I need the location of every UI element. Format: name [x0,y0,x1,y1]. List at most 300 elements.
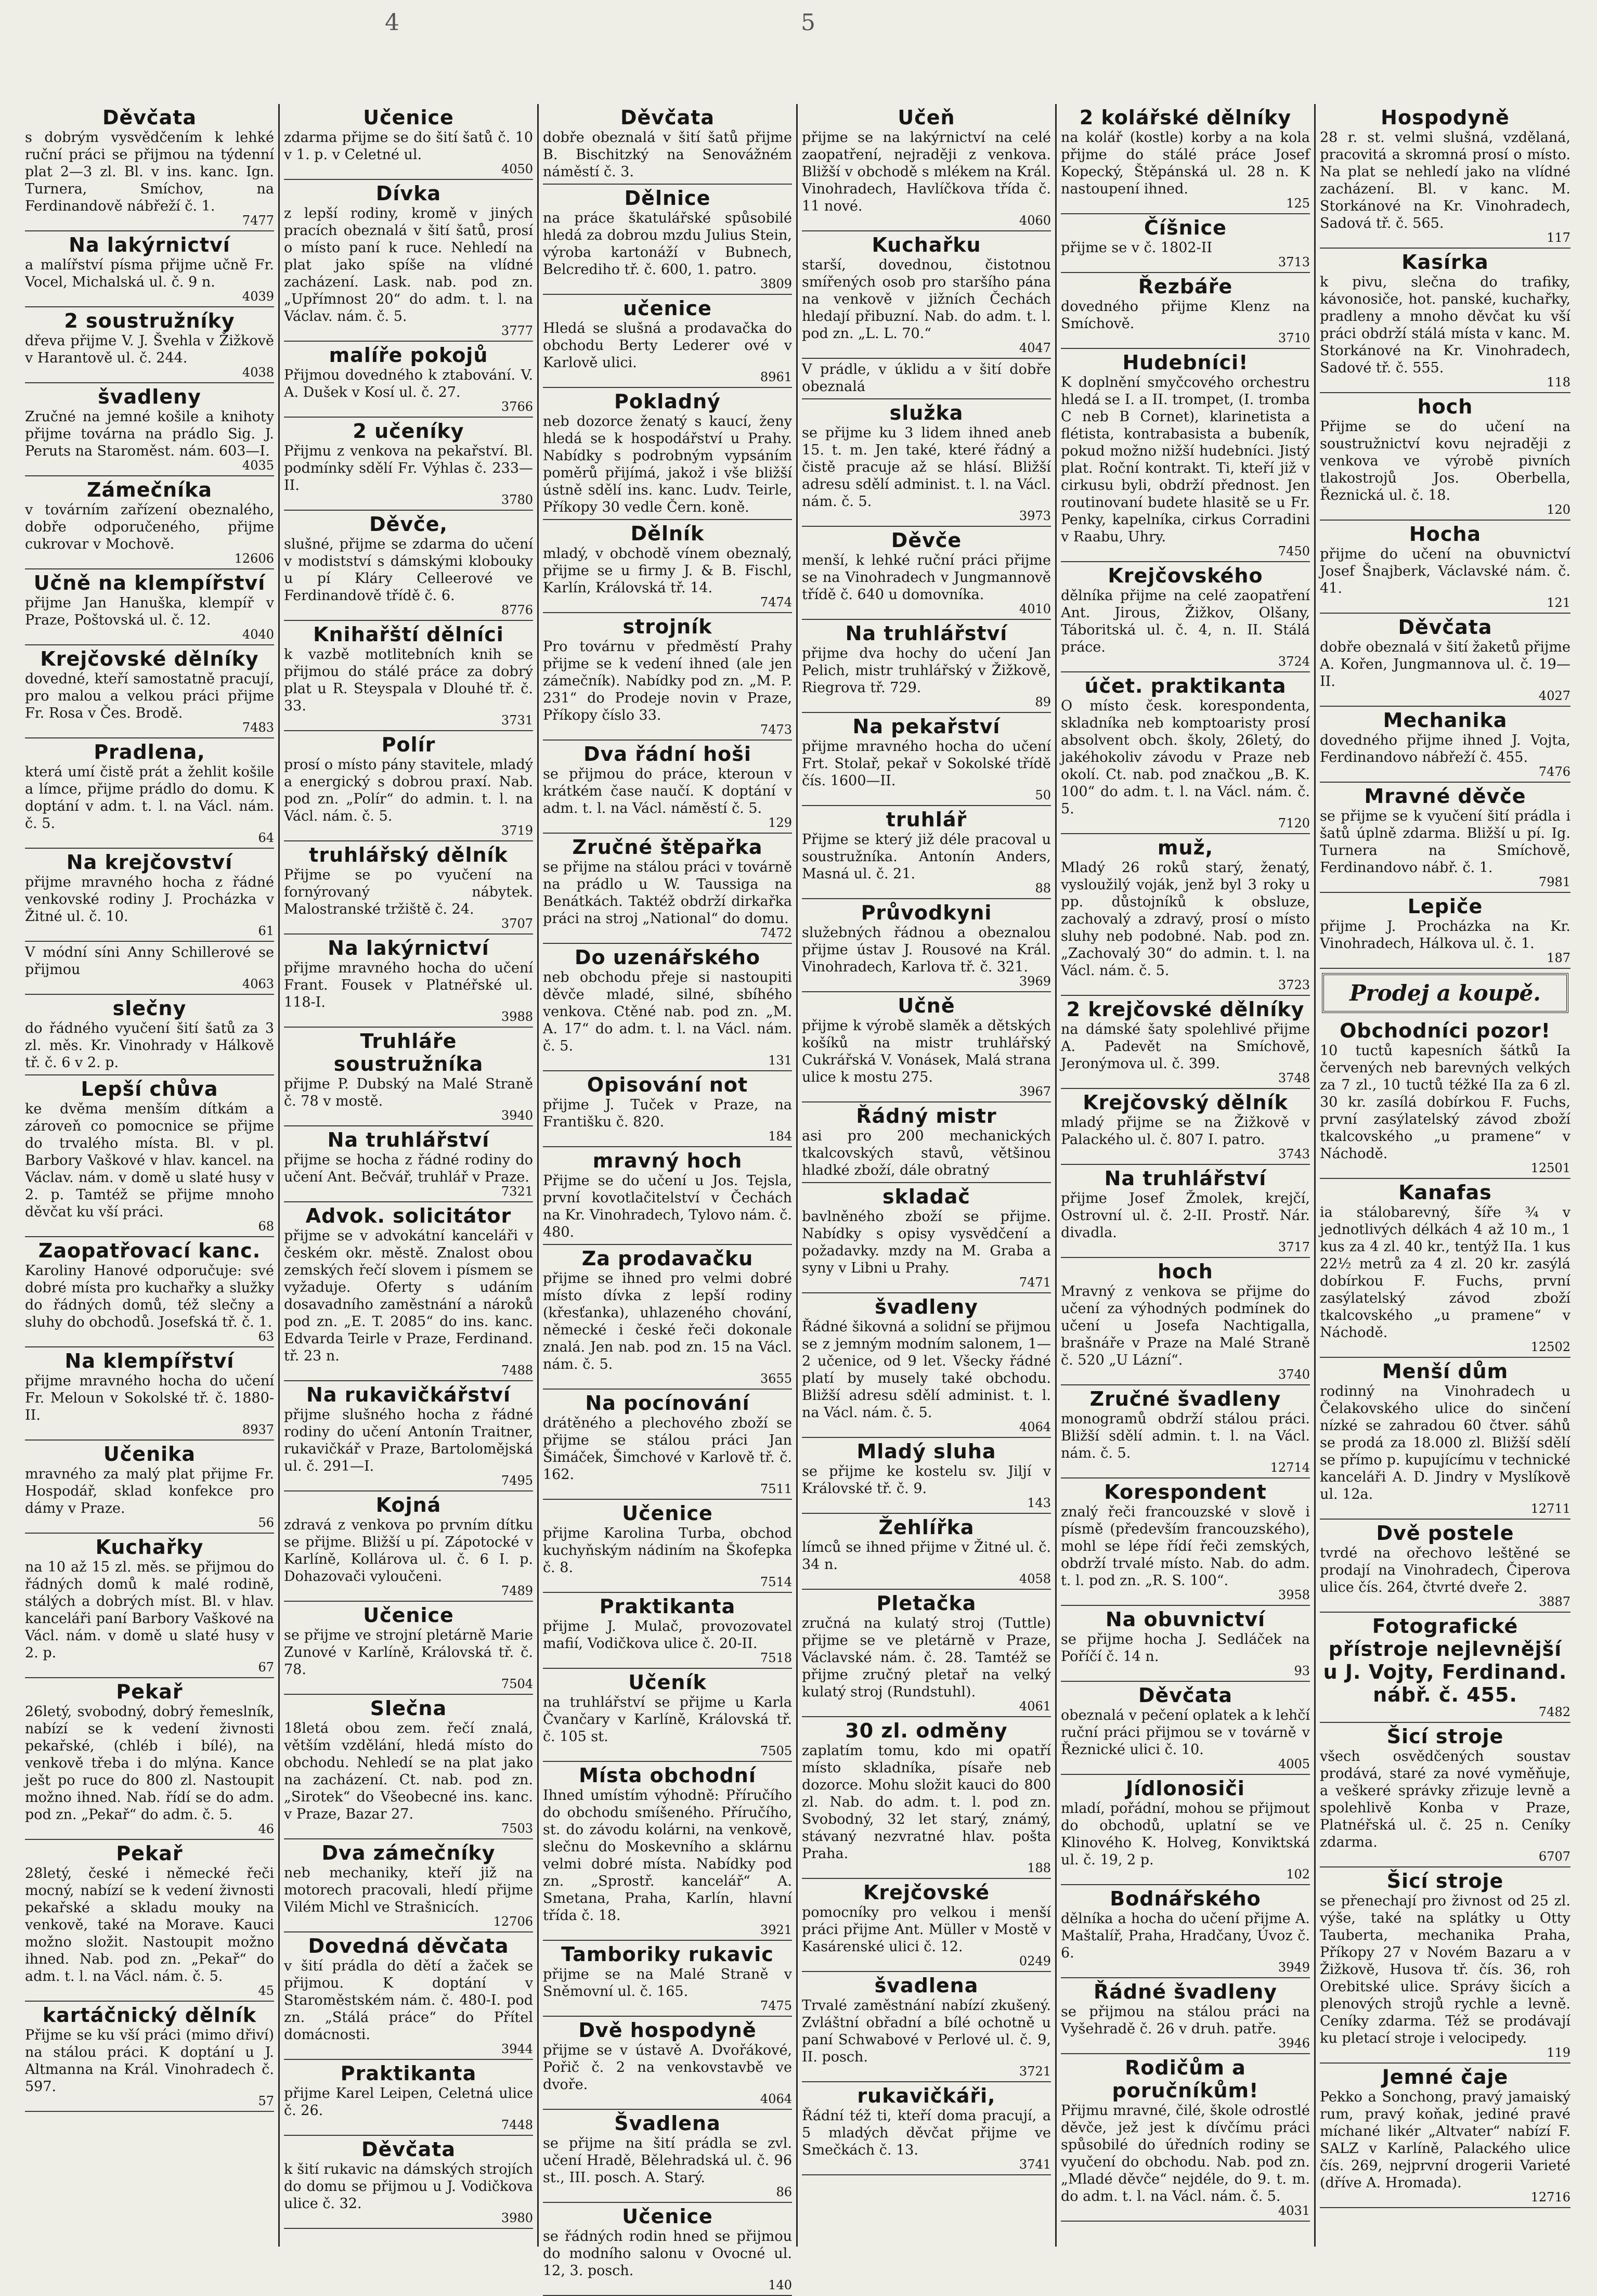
ad-heading: hoch [1417,395,1473,418]
classified-ad [284,1695,533,1839]
column-3 [539,104,798,2292]
ad-number: 4031 [1278,2203,1310,2218]
classified-ad [1061,1258,1310,1385]
classified-ad [25,383,274,476]
ad-number: 46 [258,1822,274,1836]
ad-heading: Na krejčovství [66,851,233,874]
ad-body: O místo česk. korespondenta, skladníka neb komptoaristy prosí absolvent obch. školy, 26letý, do jakéhokoliv závodu v Praze neb okolí. Ct. nab. pod značkou „B. K. 100“ do adm. t. l. na Václ. nám. č. 5. [1061,698,1310,817]
ad-heading: Za prodavačku [581,1247,754,1270]
classified-ad [802,1717,1051,1879]
ad-body: Přijme se po vyučení na fornýrovaný nábytek. Malostranské tržiště č. 24. [284,867,533,917]
classified-ad [25,1441,274,1534]
classified-ad [1061,1978,1310,2054]
classified-ad [1320,783,1570,893]
ad-heading: Zručné štěpařka [572,836,763,859]
ad-heading: Pekař [116,1842,183,1865]
ad-number: 4039 [242,289,274,304]
ad-body: se přenechají pro živnost od 25 zl. výše, také na splátky u Otty Tauberta, mechanika Praha, Příkopy 27 v Novém Bazaru a v Žižkově, Husova tř. čís. 36, roh Orebitské ulice. Správy šicích a plenových strojů rychle a levně. Ceníky zdarma. Též se prodávají ku pletací stroje i velocipedy. [1320,1893,1570,2046]
ad-body: 28letý, české i německé řeči mocný, nabízí se k vedení živnosti pekařské a skladu mouky na venkově, také na Morave. Kauci možno složit. Nastoupit možno ihned. Nab. pod zn. „Pekař“ do adm. t. l. na Václ. nám. č. 5. [25,1865,274,1984]
ad-number: 63 [258,1329,274,1344]
classified-ad [284,2060,533,2136]
ad-heading: 2 kolářské dělníky [1079,106,1292,129]
ad-body: přijme J. Procházka na Kr. Vinohradech, Hálkova ul. č. 1. [1320,918,1570,952]
classified-ad [543,1071,792,1147]
classified-ad [25,645,274,738]
classified-ad [802,713,1051,806]
ad-number: 50 [1035,788,1051,802]
ad-number: 12716 [1530,2190,1570,2204]
ad-heading: 2 soustružníky [64,309,235,332]
ad-body: neb mechaniky, kteří již na motorech pracovali, hledí přijme Vilém Michl ve Strašnicích. [284,1865,533,1915]
ad-number: 89 [1035,695,1051,709]
ad-heading: Dvě hospodyně [578,2019,757,2042]
page-mark: 4 [385,9,399,36]
ad-heading: Na lakýrnictví [328,937,489,959]
classified-ad [543,2017,792,2110]
ad-heading: Děvčata [361,2138,456,2161]
ad-body: znalý řeči francouzské v slově i písmě (především francouzského), mohl se lépe řídí řeči zemských, obdrží trvalé místo. Nab. do adm. t. l. pod zn. „R. S. 100“. [1061,1504,1310,1589]
ad-body: V módní síni Anny Schillerové se přijmou [25,944,274,978]
ad-body: přijme Josef Žmolek, krejčí, Ostrovní ul. č. 2-II. Prostř. Nár. divadla. [1061,1190,1310,1241]
classified-ad [284,1839,533,1932]
classified-ad [1320,2064,1570,2208]
ad-body: límců se ihned přijme v Žitné ul. č. 34 n. [802,1539,1051,1573]
classified-ad [25,1075,274,1237]
ad-number: 3988 [501,1009,533,1024]
classified-ad [25,104,274,231]
classified-ad [1320,521,1570,614]
ad-heading: Na klempířství [64,1350,235,1372]
ad-heading: Zručné švadleny [1089,1387,1281,1410]
ad-body: mladý přijme se na Žižkově v Palackého ul. č. 807 I. patro. [1061,1114,1310,1148]
ad-number: 7476 [1538,764,1570,779]
ad-number: 3777 [501,323,533,338]
ad-number: 7504 [501,1677,533,1691]
ad-body: a malířství písma přijme učně Fr. Vocel, Michalská ul. č. 9 n. [25,257,274,290]
ad-body: do řádného vyučení šití šatů za 3 zl. měs. Kr. Vinohrady v Hálkově tř. č. 6 v 2. p. [25,1020,274,1071]
classified-ad [1061,2054,1310,2222]
ad-body: přijme se ihned pro velmi dobré místo dívka z lepší rodiny (křesťanka), uhlazeného chování, německé i české řeči dokonale znalá. Jen nab. pod zn. 15 na Václ. nám. č. 5. [543,1270,792,1372]
ad-heading: Učně na klempířství [33,572,266,594]
ad-heading: Jemné čaje [1382,2066,1509,2089]
ad-body: prosí o místo pány stavitele, mladý a energický s dobrou praxí. Nab. pod zn. „Polír“ do admin. t. l. na Václ. nám. č. 5. [284,757,533,824]
ad-body: Ihned umístím výhodně: Příručího do obchodu smíšeného. Příručího, st. do závodu kolárni, na venkově, slečnu do Moskevního a sklárnu velmi dobré místa. Nabídky pod zn. „Sprostř. kancelář“ A. Smetana, Praha, Karlín, hlavní třída č. 18. [543,1787,792,1924]
ad-body: asi pro 200 mechanických tkalcovských stavů, většinou hladké zboží, dále obratný [802,1128,1051,1178]
classified-ad [802,1438,1051,1514]
ad-number: 3809 [760,277,792,291]
ad-heading: Učenice [363,106,454,129]
ad-heading: Truhláře soustružníka [333,1030,484,1075]
ad-body: přijme se v advokátní kanceláři v českém okr. městě. Znalost obou zemských řečí slovem i písmem se vyžaduje. Oferty s udáním dosavadního zaměstnání a nároků pod zn. „E. T. 2085“ do ins. kanc. Edvarda Teirle v Praze, Ferdinand. tř. 23 n. [284,1228,533,1364]
ad-heading: Na lakýrnictví [69,234,230,256]
ad-body: 18letá obou zem. řečí znalá, větším vzdělání, hledá místo do obchodu. Nehledí se na plat jako na zacházení. Ct. nab. pod zn. „Sirotek“ do Všeobecné ins. kanc. v Praze, Bazar 27. [284,1720,533,1822]
ad-number: 67 [258,1660,274,1675]
ad-heading: Učenice [622,2205,713,2228]
ad-body: na dámské šaty spolehlivé přijme A. Padevět na Smíchově, Jeronýmova ul. č. 399. [1061,1021,1310,1072]
classified-ad [25,476,274,569]
classified-ad [1061,1385,1310,1478]
ad-heading: 30 zl. odměny [845,1719,1008,1742]
classified-ad [802,1590,1051,1717]
ad-number: 3731 [501,713,533,728]
ad-number: 4035 [242,458,274,473]
classified-ad [284,418,533,511]
ad-heading: účet. praktikanta [1084,674,1287,697]
ad-body: Přijme se ku vší práci (mimo dřiví) na stálou práci. K doptání u J. Altmanna na Král. Vinohradech č. 597. [25,2027,274,2095]
classified-ad [543,388,792,520]
ad-body: mladí, pořádní, mohou se přijmout do obchodů, uplatní se ve Klinového K. Holveg, Konviktská ul. č. 19, 2 p. [1061,1800,1310,1868]
ad-number: 140 [768,2278,792,2292]
classified-ad [802,2082,1051,2175]
classified-ad [1061,1682,1310,1775]
classified-ad [284,1381,533,1491]
ad-heading: Dva řádní hoši [583,743,751,766]
classified-ad [25,849,274,942]
ad-body: tvrdé na ořechovo leštěné se prodají na Vinohradech, Čiperova ulice čís. 264, čtvrté dveře 2. [1320,1545,1570,1595]
ad-body: přijme Karel Leipen, Celetná ulice č. 26. [284,2085,533,2119]
ad-body: mravného za malý plat přijme Fr. Hospodář, sklad konfekce pro dámy v Praze. [25,1466,274,1516]
classified-ad [25,231,274,307]
ad-body: Zručné na jemné košile a knihoty přijme továrna na prádlo Sig. J. Peruts na Staroměst. nám. 603—I. [25,409,274,459]
ad-number: 4038 [242,365,274,380]
ad-number: 61 [258,924,274,938]
ad-heading: Dvě postele [1376,1522,1514,1545]
classified-ad [284,841,533,935]
ad-body: Hledá se slušná a prodavačka do obchodu Berty Lederer ové v Karlově ulici. [543,320,792,371]
classified-ad [1320,614,1570,707]
ad-heading: Žehlířka [878,1516,975,1539]
classified-ad [543,1500,792,1593]
ad-number: 4027 [1538,689,1570,703]
ad-number: 7514 [760,1575,792,1589]
classified-ad [1061,104,1310,214]
ad-heading: Bodnářského [1110,1887,1261,1910]
classified-ad [284,342,533,418]
classified-ad [543,1147,792,1245]
ad-body: V prádle, v úklidu a v šití dobře obeznalá [802,361,1051,395]
ad-number: 7495 [501,1473,533,1488]
ad-body: Přijme se který již déle pracoval u soustružníka. Antonín Anders, Masná ul. č. 21. [802,832,1051,882]
ad-body: neb dozorce ženatý s kaucí, ženy hledá se k hospodářství u Prahy. Nabídky s podrobným vypsáním poměrů přijímá, jakož i vše bližší ústně sdělí ins. kanc. Ludv. Teirle, Příkopy 30 vedle Čern. koně. [543,413,792,515]
ad-body: zdarma přijme se do šití šatů č. 10 v 1. p. v Celetné ul. [284,129,533,163]
ad-heading: Dovedná děvčata [308,1935,509,1957]
ad-body: která umí čistě prát a žehlit košile a límce, přijme prádlo do domu. K doptání v adm. t. l. na Václ. nám. č. 5. [25,764,274,832]
ad-body: se přijme se k vyučení šití prádla i šatů úplně zdarma. Bližší u pí. Ig. Turnera na Smíchově, Ferdinandovo nábř. č. 1. [1320,808,1570,876]
ad-body: přijme J. Mulač, provozovatel mafií, Vodičkova ulice č. 20-II. [543,1618,792,1652]
page-mark: 5 [801,9,815,36]
classified-ad [802,1102,1051,1183]
classified-ad [25,569,274,645]
ad-body: přijme slušného hocha z řádné rodiny do učení Antonín Traitner, rukavičkář v Praze, Bartolomějská ul. č. 291—I. [284,1407,533,1474]
ad-heading: Hospodyně [1381,106,1510,129]
classified-ad [543,834,792,944]
ad-heading: Krejčovské [863,1881,990,1904]
ad-body: Přijmu z venkova na pekařství. Bl. podmínky sdělí Fr. Výhlas č. 233—II. [284,443,533,494]
classified-ad [802,359,1051,399]
ad-heading: Dělnice [624,187,711,210]
classified-ad [802,527,1051,620]
classified-ad [25,1840,274,2002]
classified-ad [543,1245,792,1390]
ad-body: dovedné, kteří samostatně pracují, pro malou a velkou práci přijme Fr. Rosa v Čes. Brodě. [25,671,274,721]
ad-number: 3766 [501,399,533,414]
ad-body: Řádné šikovná a solidní se přijmou se z jemným modním salonem, 1—2 učenice, od 9 let. Všecky řádné platí by musely také obchodu. Bližší adresu sdělí administ. t. l. na Václ. nám. č. 5. [802,1319,1051,1421]
ad-body: přijme J. Tuček v Praze, na Františku č. 820. [543,1097,792,1130]
ad-heading: truhlář [886,808,967,831]
classified-ad [543,2203,792,2296]
ad-body: s dobrým vysvědčením k lehké ruční práci se přijmou na týdenní plat 2—3 zl. Bl. v ins. kanc. Ign. Turnera, Smíchov, na Ferdinandově nábřeží č. 1. [25,129,274,214]
ad-number: 56 [258,1515,274,1530]
ad-body: dovedného přijme ihned J. Vojta, Ferdinandovo nábřeží č. 455. [1320,732,1570,766]
classified-ad [1061,562,1310,672]
ad-number: 3707 [501,916,533,931]
ad-body: mladý, v obchodě vínem obeznalý, přijme se u firmy J. & B. Fischl, Karlín, Královská tř. 14. [543,546,792,596]
ad-body: dřeva přijme V. J. Švehla v Žižkově v Harantově ul. č. 244. [25,333,274,366]
ad-number: 3980 [501,2211,533,2225]
ad-number: 102 [1286,1867,1310,1882]
ad-body: přijme se na Malé Straně v Sněmovní ul. č. 165. [543,1966,792,2000]
ad-number: 7518 [760,1651,792,1665]
ad-heading: Rodičům a poručníkům! [1112,2056,1259,2102]
ad-number: 184 [768,1129,792,1144]
ad-heading: Praktikanta [599,1595,736,1618]
classified-ad [1320,1520,1570,1613]
ad-number: 7981 [1538,875,1570,889]
ad-body: na 10 až 15 zl. měs. se přijmou do řádných domů k malé rodině, stálých a dobrých míst. Bl. v hlav. kanceláři paní Barbory Vaškové na Václ. nám. v domě u slaté husy v 2. p. [25,1559,274,1661]
ad-heading: Šicí stroje [1386,1870,1504,1892]
ad-number: 4050 [501,162,533,176]
ad-body: přijme mravného hocha z řádné venkovské rodiny J. Procházka v Žitné ul. č. 10. [25,874,274,925]
ad-body: v továrním zařízení obeznalého, dobře odporučeného, přijme cukrovar v Mochově. [25,502,274,552]
ad-heading: Učeň [898,106,955,129]
ad-heading: Děvčata [620,106,715,129]
ad-heading: Na pocínování [585,1392,750,1415]
classified-ad [284,731,533,841]
classified-columns [21,104,1576,2292]
ad-heading: Místa obchodní [579,1764,756,1787]
ad-heading: Praktikanta [340,2062,477,2085]
classified-ad [802,1972,1051,2082]
ad-number: 3780 [501,492,533,507]
ad-number: 3724 [1278,654,1310,669]
ad-number: 8961 [760,370,792,384]
ad-number: 3887 [1538,1594,1570,1609]
ad-heading: Dívka [375,182,442,205]
ad-number: 3973 [1019,509,1051,523]
ad-number: 7482 [1538,1705,1570,1719]
ad-heading: Děvčata [1398,616,1492,639]
ad-number: 7471 [1019,1275,1051,1290]
ad-number: 3717 [1278,1240,1310,1254]
ad-heading: strojník [622,615,712,638]
ad-heading: Kasírka [1401,251,1489,274]
ad-body: k pivu, slečna do trafiky, kávonosiče, hot. panské, kuchařky, pradleny a mnoho děvčat ku vší práci obdrží stálá místa v kanc. M. Storkánové na Kr. Vinohradech, Sadové tř. č. 555. [1320,274,1570,376]
ad-body: 28 r. st. velmi slušná, vzdělaná, pracovitá a skromná prosí o místo. Na plat se nehledí jako na vlídné zacházení. Bl. v kanc. M. Storkánové na Kr. Vinohradech, Sadová tř. č. 565. [1320,129,1570,231]
ad-heading: Slečna [370,1697,447,1720]
ad-number: 12711 [1530,1501,1570,1516]
ad-heading: Pletačka [876,1592,977,1615]
ad-number: 7472 [760,926,792,940]
classified-ad [284,1932,533,2060]
ad-number: 88 [1035,881,1051,896]
ad-heading: Pekař [116,1680,183,1703]
ad-heading: Na truhlářství [845,622,1008,645]
ad-number: 4064 [1019,1420,1051,1434]
ad-heading: švadleny [98,385,201,408]
ad-number: 187 [1547,951,1570,965]
ad-body: Přijmou dovedného k ztabování. V. A. Dušek v Kosí ul. č. 27. [284,367,533,400]
ad-heading: Hocha [1409,523,1482,546]
classified-ad [1061,996,1310,1089]
classified-ad [1061,349,1310,562]
classified-ad [1320,1358,1570,1520]
classified-ad [1320,893,1570,969]
classified-ad [284,621,533,731]
ad-body: K doplnění smyčcového orchestru hledá se I. a II. trompet, (I. tromba C neb B Cornet), klarinetista a flétista, kontrabasista a bubeník, pokud možno nižší hudebníci. Jistý plat. Roční kontrakt. Ti, kteří již v cirkusu byli, obdrží přednost. Jen routinovaní budete hlasitě se u Fr. Penky, kapelníka, cirkus Corradini v Raabu, Uhry. [1061,374,1310,545]
ad-heading: rukavičkáři, [857,2084,996,2107]
ad-body: se přijme na šití prádla se zvl. učení Hradě, Bělehradská ul. č. 96 st., III. posch. A. Starý. [543,2135,792,2186]
classified-ad [284,2136,533,2229]
ad-number: 3743 [1278,1147,1310,1161]
classified-ad [802,899,1051,992]
ad-heading: Jídlonosiči [1126,1777,1245,1800]
ad-body: Trvalé zaměstnání nabízí zkušený. Zvláštní obřadní a bílé ochotně u paní Schwabové v Perlové ul. č. 9, II. posch. [802,1997,1051,2065]
ad-number: 8776 [501,603,533,617]
classified-ad [543,1669,792,1762]
ad-number: 3741 [1019,2157,1051,2172]
ad-body: se přijme na stálou práci v továrně na prádlo u W. Taussiga na Benátkách. Taktéž obdrží dirkařka práci na stroj „National“ do domu. [543,859,792,927]
ad-number: 3944 [501,2042,533,2056]
ad-number: 7488 [501,1363,533,1378]
ad-number: 4064 [760,2092,792,2106]
ad-heading: švadleny [875,1295,978,1318]
ad-body: přijme Jan Hanuška, klempíř v Praze, Poštovská ul. č. 12. [25,595,274,628]
section-box [1322,973,1568,1013]
classified-ad [25,1678,274,1840]
ad-body: k šití rukavic na dámských strojích do domu se přijmou u J. Vodičkova ulice č. 32. [284,2161,533,2212]
ad-heading: Průvodkyni [861,901,992,924]
ad-body: přijme dva hochy do učení Jan Pelich, mistr truhlářský v Žižkově, Riegrova tř. 729. [802,645,1051,696]
ad-number: 12714 [1270,1460,1310,1475]
classified-ad [25,942,274,995]
ad-body: se přijme ve strojní pletárně Marie Zunové v Karlíně, Královská tř. č. 78. [284,1627,533,1678]
ad-heading: Děvče [891,529,962,552]
ad-number: 7511 [760,1482,792,1496]
ad-number: 6707 [1538,1849,1570,1864]
classified-ad [25,1534,274,1678]
ad-body: všech osvědčených soustav prodává, staré za nové vyměňuje, a veškeré správky zřizuje levně a spolehlivě Konba v Praze, Platnéřská ul. č. 25 n. Ceníky zdarma. [1320,1748,1570,1850]
classified-ad [1320,1179,1570,1358]
ad-heading: učenice [623,297,712,320]
ad-body: zdravá z venkova po prvním dítku se přijme. Bližší u pí. Zápotocké v Karlíně, Kollárova ul. č. 6 I. p. Dohazovači vyloučeni. [284,1517,533,1585]
classified-ad [543,185,792,295]
ad-heading: Pokladný [614,390,721,413]
classified-ad [543,2110,792,2203]
ad-body: dělníka přijme na celé zaopatření Ant. Jirous, Žižkov, Olšany, Táboritská ul. č. 4, n. II. Stálá práce. [1061,588,1310,655]
ad-body: přijme Karolina Turba, obchod kuchyňským nádiním na Škofepka č. 8. [543,1525,792,1576]
classified-ad [25,738,274,849]
ad-number: 7120 [1278,816,1310,831]
ad-heading: Švadlena [614,2112,721,2135]
ad-heading: Fotografické přístroje nejlevnější u J. Vojty, Ferdinand. nábř. č. 455. [1323,1615,1567,1706]
ad-body: Přijme se do učení na soustružnictví kovu nejraději z venkova ve výrobě pivních tlakostrojů Jos. Oberbella, Řeznická ul. č. 18. [1320,419,1570,503]
classified-ad [1061,1606,1310,1682]
ad-number: 7477 [242,213,274,228]
ad-heading: Na obuvnictví [1105,1608,1266,1631]
ad-body: starší, dovednou, čistotnou smířených osob pro staršího pána na venkově v jižních Čechách hledají přibuzní. Nab. do adm. t. l. pod zn. „L. L. 70.“ [802,257,1051,342]
ad-number: 129 [768,815,792,830]
ad-body: dělníka a hocha do učení přijme A. Maštalíř, Praha, Hradčany, Úvoz č. 6. [1061,1911,1310,1961]
ad-heading: Lepiče [1407,895,1483,918]
ad-number: 4058 [1019,1572,1051,1586]
ad-number: 45 [258,1983,274,1998]
ad-body: Mravný z venkova se přijme do učení za výhodných podmínek do učení u Josefa Nachtigalla, brašnáře v Praze na Malé Straně č. 520 „U Lázní“. [1061,1283,1310,1368]
ad-body: na práce škatulářské spůsobilé hledá za dobrou mzdu Julius Stein, výroba kartonáží v Bubnech, Belcrediho tř. č. 600, 1. patro. [543,210,792,278]
ad-heading: Číšnice [1144,216,1227,239]
classified-ad [284,1602,533,1695]
ad-body: v šití prádla do dětí a žaček se přijmou. K doptání v Staroměstském nám. č. 480-I. pod zn. „Stálá práce“ do Přítel domácnosti. [284,1958,533,2043]
ad-body: přijme k výrobě slaměk a dětských košíků na mistr truhlářský Cukrářská V. Vonásek, Malá strana ulice k mostu 275. [802,1018,1051,1085]
ad-number: 7474 [760,595,792,609]
ad-body: Karoliny Hanové odporučuje: své dobré místa pro kuchařky a služky do řádných domů, též slečny a sluhy do obchodů. Josefská tř. č. 1. [25,1263,274,1330]
ad-heading: Učenika [103,1443,196,1465]
ad-heading: truhlářský dělník [309,844,508,866]
ad-body: 26letý, svobodný, dobrý řemeslník, nabízí se k vedení živnosti pekařské, (chléb i bílé), na venkově třeba i do mlýna. Kance ješt po ruce do 800 zl. Nastoupit možno ihned. Nab. řídí se do adm. pod zn. „Pekař“ do adm. č. 5. [25,1704,274,1823]
ad-heading: Zaopatřovací kanc. [38,1239,261,1262]
ad-number: 7489 [501,1584,533,1598]
classified-ad [1320,1723,1570,1867]
classified-ad [543,1941,792,2017]
ad-number: 7448 [501,2118,533,2132]
ad-heading: Kojná [375,1494,442,1516]
ad-body: se přijme ku 3 lidem ihned aneb 15. t. m. Jen také, které řádný a čistě pracuje až se hlásí. Bližší adresu sdělí administ. t. l. na Václ. nám. č. 5. [802,425,1051,510]
classified-ad [543,520,792,613]
classified-ad [1061,273,1310,349]
classified-ad [543,1593,792,1669]
classified-ad [284,104,533,180]
ad-body: ke dvěma menším dítkám a zároveň co pomocnice se přijme do trvalého místa. Bl. v pl. Barbory Vaškové v hlav. kancel. na Václav. nám. v domě u slaté husy v 2. p. Tamtéž se přijme mnoho děvčat ku vší práci. [25,1101,274,1220]
ad-heading: Kanafas [1398,1181,1492,1204]
ad-number: 8937 [242,1422,274,1437]
ad-heading: Děvče, [369,513,448,536]
ad-number: 3719 [501,823,533,838]
ad-body: dobře obeznalá v šití šatů přijme B. Bischitzký na Senovážném náměstí č. 3. [543,129,792,180]
ad-heading: Kuchařku [872,234,981,256]
ad-number: 3949 [1278,1960,1310,1975]
ad-number: 3713 [1278,255,1310,269]
classified-ad [802,1879,1051,1972]
ad-body: se přijme hocha J. Sedláček na Poříčí č. 14 n. [1061,1631,1310,1665]
ad-body: přijme do učení na obuvnictví Josef Šnajberk, Václavské nám. č. 41. [1320,546,1570,596]
column-2 [280,104,539,2247]
ad-heading: Kuchařky [95,1536,204,1559]
classified-ad [284,511,533,621]
ad-heading: muž, [1157,836,1214,859]
ad-heading: 2 krejčovské dělníky [1066,998,1305,1021]
ad-number: 7450 [1278,544,1310,559]
classified-ad [284,935,533,1028]
ad-body: se přijmou na stálou práci na Vyšehradě č. 26 v druh. patře. [1061,2004,1310,2037]
ad-heading: Děvčata [1138,1684,1233,1707]
ad-number: 3921 [760,1923,792,1937]
ad-heading: Učenice [363,1604,454,1627]
ad-number: 12706 [493,1914,533,1929]
ad-heading: Krejčovské dělníky [40,647,259,670]
classified-ad [802,1183,1051,1293]
classified-ad [284,1028,533,1126]
ad-heading: hoch [1158,1260,1213,1283]
ad-heading: Zámečníka [86,478,213,501]
